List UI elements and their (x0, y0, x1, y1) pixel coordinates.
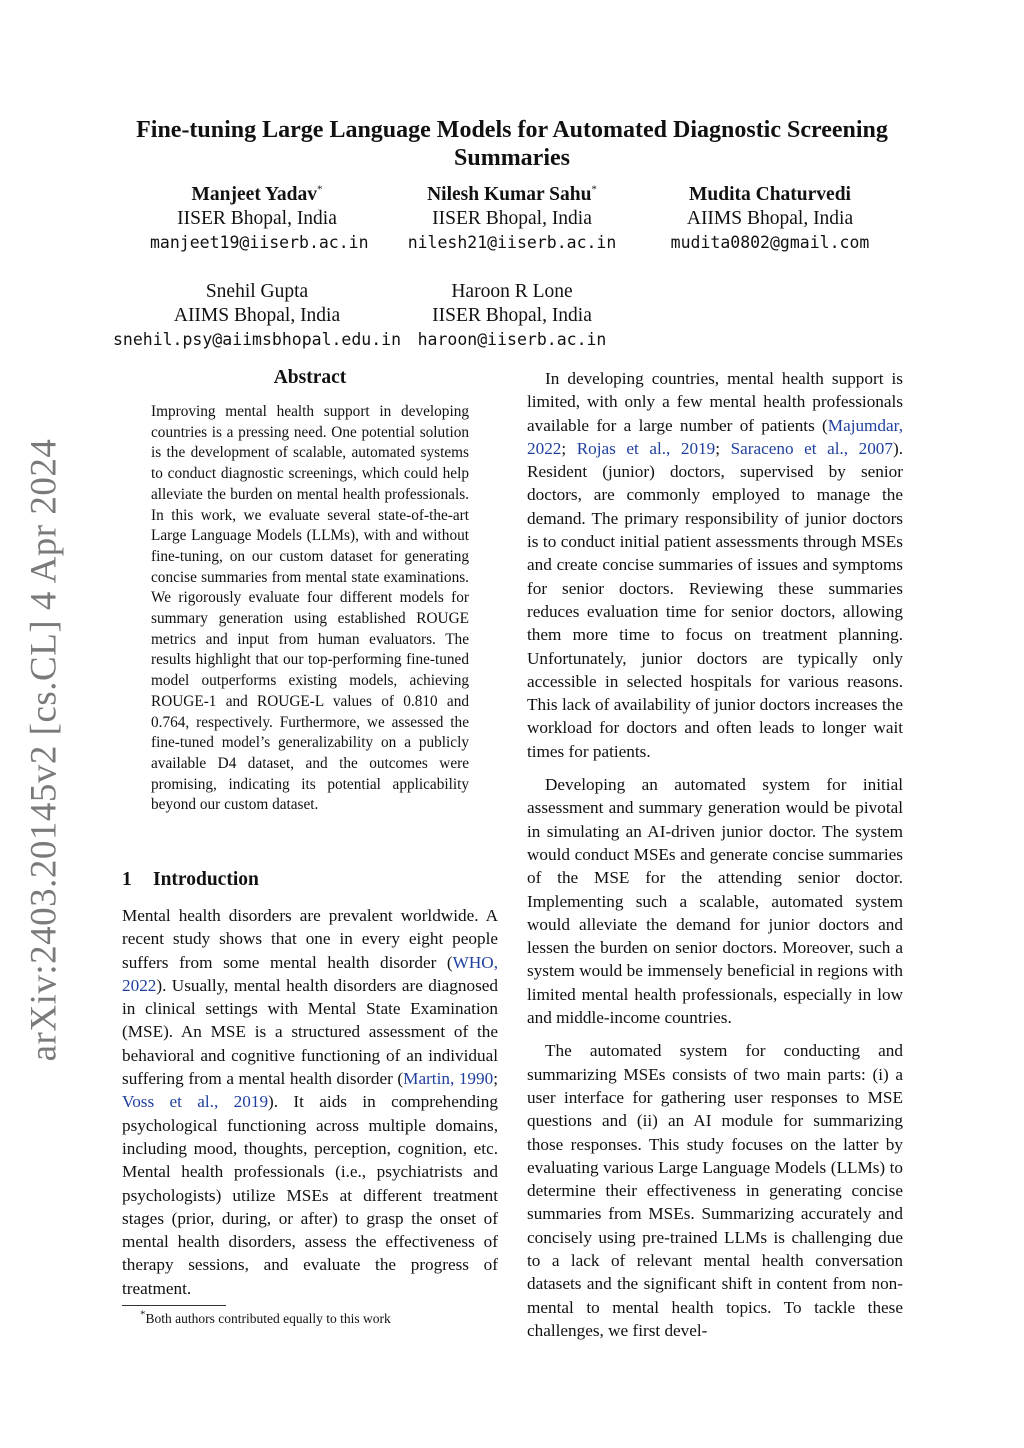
text-run: ). It aids in comprehending psychological functioning across multiple domains, including mood, thoughts, perception, cognition, etc. Mental health professionals (i.e., psychiatrists and psychologists) utilize MSEs at different treatment stages (prior, during, or after) to grasp the onset of mental health disorders, assess the effectiveness of therapy sessions, and evaluate the progress of treatment. (122, 1092, 498, 1298)
citation-link[interactable]: Rojas et al., 2019 (576, 438, 716, 458)
author-name: Manjeet Yadav (191, 184, 317, 205)
footnote-text: Both authors contributed equally to this work (145, 1311, 391, 1326)
arxiv-stamp (14, 438, 74, 1062)
arxiv-id: arXiv:2403.20145v2 [cs.CL] 4 Apr 2024 (23, 438, 65, 1062)
citation-link[interactable]: Martin, 1990 (403, 1069, 494, 1089)
text-run: In developing countries, mental health support is limited, with only a few mental health professionals available for a large number of patients ( (527, 369, 903, 435)
text-run: ). Resident (junior) doctors, supervised by senior doctors, are commonly employed to manage the demand. The primary responsibility of junior doctors is to conduct initial patient assessments through MSEs and create concise summaries of issues and symptoms for senior doctors. Reviewing these summaries reduces evaluation time for senior doctors, allowing them more time to focus on treatment planning. Unfortunately, junior doctors are typically only accessible in selected hospitals for various reasons. This lack of availability of junior doctors increases the workload for doctors and often leads to longer wait times for patients. (527, 438, 904, 761)
paragraph (122, 904, 498, 1300)
author-affiliation: IISER Bhopal, India (432, 208, 592, 229)
author-email[interactable]: mudita0802@gmail.com (670, 233, 870, 252)
author-block (104, 280, 410, 352)
author-name: Haroon R Lone (451, 281, 573, 302)
author-email[interactable]: nilesh21@iiserb.ac.in (407, 233, 617, 252)
author-block (410, 280, 614, 352)
author-footnote-mark: * (316, 183, 323, 196)
footnote (140, 1308, 391, 1327)
author-email[interactable]: haroon@iiserb.ac.in (417, 330, 607, 349)
author-affiliation: IISER Bhopal, India (432, 305, 592, 326)
intro-right-column (527, 367, 903, 1352)
text-run: ; (493, 1069, 498, 1089)
author-affiliation: AIIMS Bhopal, India (173, 305, 341, 326)
text-run: ; (561, 438, 577, 458)
text-run: Mental health disorders are prevalent worldwide. A recent study shows that one in every eight people suffers from some mental health disorder ( (122, 906, 498, 972)
author-block (398, 183, 626, 255)
abstract-heading: Abstract (273, 367, 347, 388)
paper-title: Fine-tuning Large Language Models for Automated Diagnostic Screening Summaries (136, 117, 888, 171)
paragraph: The automated system for conducting and summarizing MSEs consists of two main parts: (i) a user interface for gathering user responses to MSE questions and (ii) an AI module for summarizing those responses. This study focuses on the latter by evaluating various Large Language Models (LLMs) to determine their effectiveness in generating concise summaries from MSEs. Summarizing accurately and concisely using pre-trained LLMs is challenging due to a lack of relevant mental health conversation datasets and the significant shift in content from non-mental to mental health topics. To tackle these challenges, we first devel- (527, 1041, 903, 1340)
author-affiliation: IISER Bhopal, India (177, 208, 337, 229)
author-block (150, 183, 369, 255)
text-run: ). Usually, mental health disorders are diagnosed in clinical settings with Mental State Examination (MSE). An MSE is a structured assessment of the behavioral and cognitive functioning of an individual suffering from a mental health disorder ( (122, 975, 498, 1089)
paragraph (527, 367, 903, 763)
intro-left-column (122, 904, 498, 1300)
author-name: Snehil Gupta (205, 281, 309, 302)
abstract-text: Improving mental health support in developing countries is a pressing need. One potential solution is the development of scalable, automated systems to conduct diagnostic screenings, which could help alleviate the burden on mental health professionals. In this work, we evaluate several state-of-the-art Large Language Models (LLMs), with and without fine-tuning, on our custom dataset for generating concise summaries from mental state examinations. We rigorously evaluate four different models for summary generation using established ROUGE metrics and input from human evaluators. The results highlight that our top-performing fine-tuned model outperforms existing models, achieving ROUGE-1 and ROUGE-L values of 0.810 and 0.764, respectively. Furthermore, we assessed the fine-tuned model’s generalizability on a publicly available D4 dataset, and the outcomes were promising, indicating its potential applicability beyond our custom dataset. (151, 403, 469, 814)
author-email[interactable]: manjeet19@iiserb.ac.in (150, 233, 369, 252)
citation-link[interactable]: Voss et al., 2019 (122, 1092, 269, 1112)
citation-link[interactable]: Saraceno et al., 2007 (730, 438, 893, 458)
section-heading (122, 869, 259, 891)
citation-link[interactable]: WHO, 2022 (122, 952, 498, 995)
author-name: Mudita Chaturvedi (689, 184, 851, 205)
author-block (660, 183, 880, 255)
section-number: 1 (122, 869, 132, 890)
author-footnote-mark: * (591, 183, 597, 196)
text-run: ; (715, 438, 731, 458)
paragraph: Developing an automated system for initial assessment and summary generation would be pivotal in simulating an AI-driven junior doctor. The system would conduct MSEs and generate concise summaries of the MSE for the attending senior doctor. Implementing such a scalable, automated system would alleviate the demand for junior doctors and lessen the burden on senior doctors. Moreover, such a system would be immensely beneficial in regions with limited mental health professionals, especially in low and middle-income countries. (527, 775, 903, 1028)
author-affiliation: AIIMS Bhopal, India (686, 208, 854, 229)
section-title: Introduction (153, 869, 259, 890)
footnote-mark: * (140, 1308, 146, 1321)
author-email[interactable]: snehil.psy@aiimsbhopal.edu.in (112, 330, 402, 349)
citation-link[interactable]: Majumdar, 2022 (527, 415, 903, 458)
author-name: Nilesh Kumar Sahu (427, 184, 592, 205)
footnote-rule (122, 1305, 226, 1306)
